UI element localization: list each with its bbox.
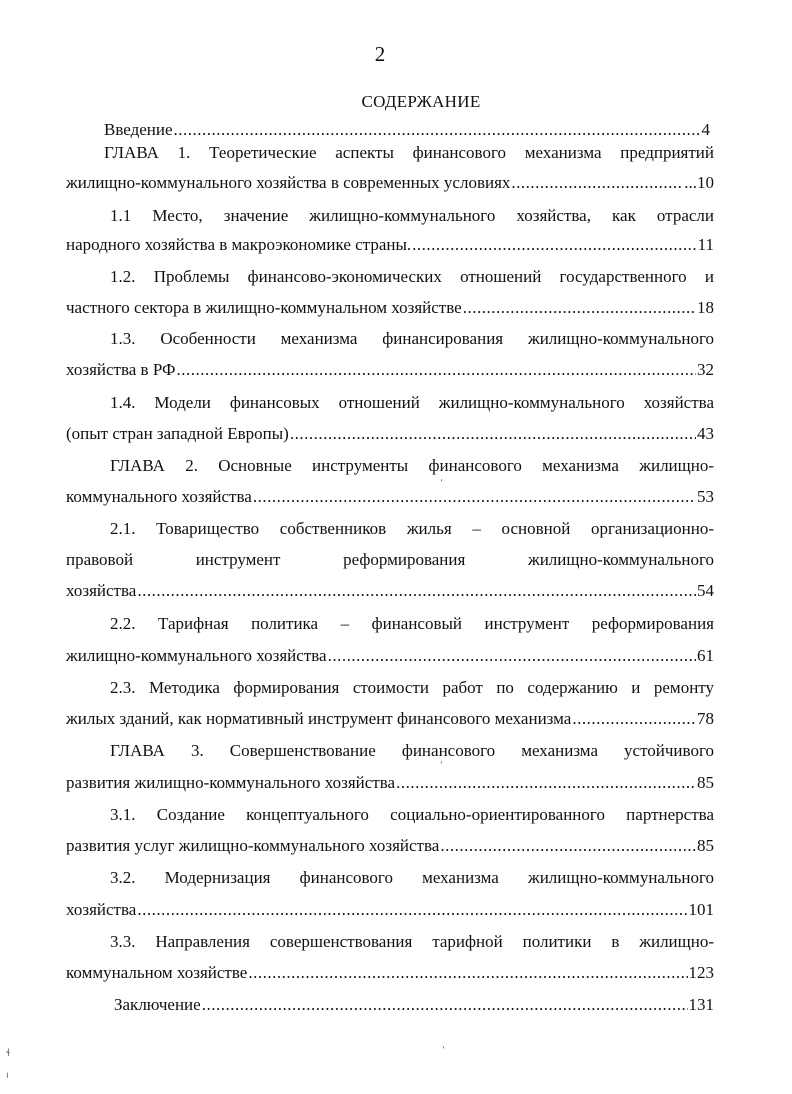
toc-entry-text: народного хозяйства в макроэкономике страны.	[66, 235, 412, 254]
toc-entry-text: жилищно-коммунального хозяйства	[66, 646, 327, 665]
dot-leader	[412, 233, 696, 257]
toc-page-number: 85	[697, 836, 714, 855]
toc-entry-text: коммунального хозяйства	[66, 487, 252, 506]
toc-section-3-3-line2[interactable]	[66, 961, 714, 985]
scan-speck: ‘	[442, 1045, 446, 1056]
toc-page-number: 18	[697, 298, 714, 317]
toc-section-2-3-line1[interactable]: 2.3. Методика формирования стоимости работ по содержанию и ремонту	[110, 678, 714, 697]
toc-page-number: 78	[697, 709, 714, 728]
toc-entry-text: хозяйства	[66, 900, 137, 919]
toc-entry-text: хозяйства	[66, 581, 137, 600]
dot-leader	[290, 422, 696, 446]
toc-chapter-2-line1[interactable]: ГЛАВА 2. Основные инструменты финансового механизма жилищно-	[110, 456, 714, 475]
toc-entry-conclusion[interactable]	[114, 993, 714, 1017]
toc-entry-text: (опыт стран западной Европы)	[66, 424, 289, 443]
toc-entry-text: развития жилищно-коммунального хозяйства	[66, 773, 396, 792]
toc-page-number: 53	[697, 487, 714, 506]
dot-leader	[572, 707, 696, 731]
dot-leader	[248, 961, 687, 985]
toc-title: СОДЕРЖАНИЕ	[361, 92, 481, 111]
dot-leader	[463, 296, 696, 320]
toc-page-number: ...10	[684, 173, 714, 192]
scan-speck: ɬ	[6, 1048, 11, 1059]
toc-section-1-4-line2[interactable]	[66, 422, 714, 446]
toc-page-number: 32	[697, 360, 714, 379]
toc-entry-intro[interactable]	[104, 118, 710, 142]
dot-leader	[511, 171, 683, 195]
toc-section-2-1-line1[interactable]: 2.1. Товарищество собственников жилья – основной организационно-	[110, 519, 714, 538]
toc-section-2-1-line3[interactable]	[66, 579, 714, 603]
toc-section-3-2-line1[interactable]: 3.2. Модернизация финансового механизма жилищно-коммунального	[110, 868, 714, 887]
toc-page-number: 4	[701, 120, 710, 139]
toc-section-1-2-line1[interactable]: 1.2. Проблемы финансово-экономических отношений государственного и	[110, 267, 714, 286]
toc-page-number: 54	[697, 581, 714, 600]
toc-entry-text: хозяйства в РФ	[66, 360, 176, 379]
toc-chapter-3-line1[interactable]: ГЛАВА 3. Совершенствование финансового механизма устойчивого	[110, 741, 714, 760]
toc-section-3-1-line1[interactable]: 3.1. Создание концептуального социально-ориентированного партнерства	[110, 805, 714, 824]
toc-entry-text: Заключение	[114, 995, 201, 1014]
toc-page-number: 11	[697, 235, 714, 254]
toc-entry-text: жилых зданий, как нормативный инструмент финансового механизма	[66, 709, 572, 728]
toc-section-1-2-line2[interactable]	[66, 296, 714, 320]
toc-entry-text: частного сектора в жилищно-коммунальном хозяйстве	[66, 298, 462, 317]
dot-leader	[137, 579, 696, 603]
page-number: 2	[374, 42, 386, 66]
toc-page-number: 61	[697, 646, 714, 665]
scan-speck: ‘	[440, 478, 444, 489]
toc-entry-text: коммунальном хозяйстве	[66, 963, 248, 982]
dot-leader	[202, 993, 688, 1017]
toc-chapter-1-line2[interactable]	[66, 171, 714, 195]
toc-chapter-3-line2[interactable]	[66, 771, 714, 795]
toc-section-2-2-line2[interactable]	[66, 644, 714, 668]
toc-section-1-1-line1[interactable]: 1.1 Место, значение жилищно-коммунального хозяйства, как отрасли	[110, 206, 714, 225]
toc-section-2-1-line2[interactable]: правовой инструмент реформирования жилищно-коммунального	[66, 550, 714, 569]
toc-section-1-1-line2[interactable]	[66, 233, 714, 257]
toc-entry-text: жилищно-коммунального хозяйства в современных условиях	[66, 173, 511, 192]
dot-leader	[137, 898, 687, 922]
toc-section-2-2-line1[interactable]: 2.2. Тарифная политика – финансовый инструмент реформирования	[110, 614, 714, 633]
toc-section-3-3-line1[interactable]: 3.3. Направления совершенствования тарифной политики в жилищно-	[110, 932, 714, 951]
toc-entry-text: Введение	[104, 120, 173, 139]
toc-section-3-1-line2[interactable]	[66, 834, 714, 858]
toc-section-3-2-line2[interactable]	[66, 898, 714, 922]
toc-section-2-3-line2[interactable]	[66, 707, 714, 731]
toc-section-1-3-line2[interactable]	[66, 358, 714, 382]
toc-chapter-1-line1[interactable]: ГЛАВА 1. Теоретические аспекты финансового механизма предприятий	[104, 143, 714, 162]
toc-page-number: 123	[688, 963, 714, 982]
dot-leader	[440, 834, 696, 858]
toc-page-number: 101	[688, 900, 714, 919]
dot-leader	[174, 118, 701, 142]
toc-section-1-3-line1[interactable]: 1.3. Особенности механизма финансирования жилищно-коммунального	[110, 329, 714, 348]
toc-chapter-2-line2[interactable]	[66, 485, 714, 509]
toc-page-number: 131	[688, 995, 714, 1014]
scan-speck: ‘	[440, 760, 444, 771]
scan-speck: ı	[6, 1070, 9, 1081]
toc-entry-text: развития услуг жилищно-коммунального хозяйства	[66, 836, 440, 855]
dot-leader	[396, 771, 696, 795]
dot-leader	[253, 485, 696, 509]
toc-page-number: 43	[697, 424, 714, 443]
dot-leader	[328, 644, 696, 668]
toc-section-1-4-line1[interactable]: 1.4. Модели финансовых отношений жилищно-коммунального хозяйства	[110, 393, 714, 412]
dot-leader	[176, 358, 696, 382]
toc-page-number: 85	[697, 773, 714, 792]
